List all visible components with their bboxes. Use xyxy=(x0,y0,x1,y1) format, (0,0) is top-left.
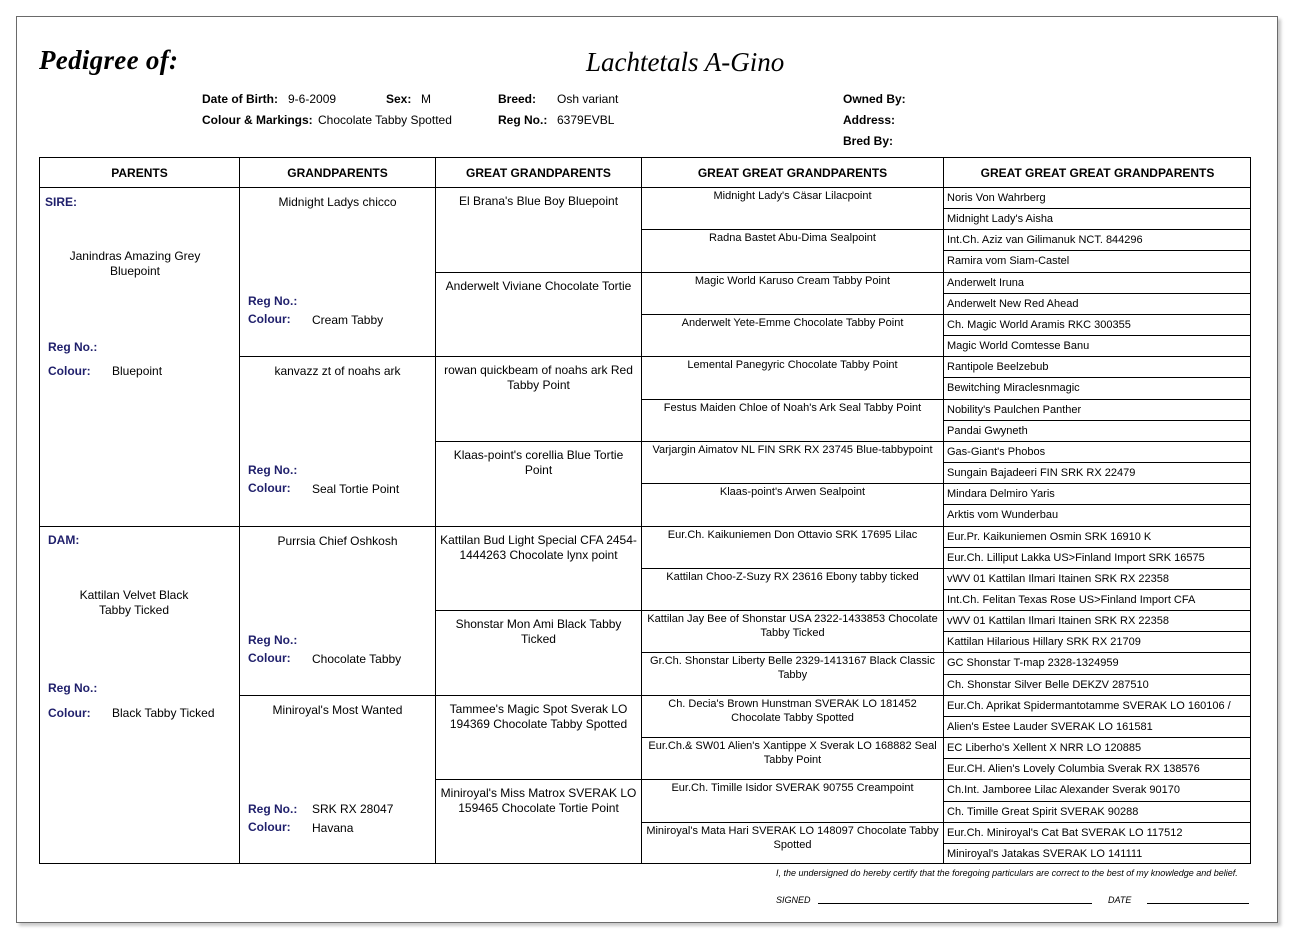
gg-grandparent-divider xyxy=(642,272,943,273)
grandparent-name: Miniroyal's Most Wanted xyxy=(272,703,403,717)
sire-name: Janindras Amazing Grey Bluepoint xyxy=(69,249,201,278)
sire-reg-label: Reg No.: xyxy=(48,340,98,354)
ggg-grandparent-divider xyxy=(944,674,1251,675)
ggg-grandparent-divider xyxy=(944,293,1251,294)
ggg-grandparent-name: Bewitching Miraclesnmagic xyxy=(947,382,1080,394)
signature-line[interactable] xyxy=(818,903,1092,904)
gg-grandparent-divider xyxy=(642,314,943,315)
ggg-grandparent-name: Eur.Ch. Aprikat Spidermantotamme SVERAK LO 160106 / xyxy=(947,700,1231,712)
signed-label: SIGNED xyxy=(776,895,811,905)
sex-label: Sex: xyxy=(386,92,412,106)
ggg-grandparent-divider xyxy=(944,737,1251,738)
great-grandparent-divider xyxy=(436,272,641,273)
ggg-grandparent-name: Gas-Giant's Phobos xyxy=(947,446,1046,458)
col-header-ggg-grandparents: GREAT GREAT GREAT GRANDPARENTS xyxy=(980,166,1215,180)
dam-colour-value: Black Tabby Ticked xyxy=(112,706,215,720)
ggg-grandparent-divider xyxy=(944,801,1251,802)
ggg-grandparent-divider xyxy=(944,652,1251,653)
great-grandparent-divider xyxy=(436,779,641,780)
grandparent-name: Purrsia Chief Oshkosh xyxy=(277,534,398,548)
gg-grandparent-divider xyxy=(642,229,943,230)
ggg-grandparent-divider xyxy=(944,758,1251,759)
grandparent-colour-label: Colour: xyxy=(248,481,291,495)
ggg-grandparent-divider xyxy=(944,272,1251,273)
great-grandparent-divider xyxy=(436,356,641,357)
grandparent-divider xyxy=(240,695,435,696)
ggg-grandparent-name: Pandai Gwyneth xyxy=(947,425,1028,437)
gg-grandparent-name: Varjargin Aimatov NL FIN SRK RX 23745 Blue-tabbypoint xyxy=(652,444,933,456)
gg-grandparent-divider xyxy=(642,695,943,696)
dam-colour-label: Colour: xyxy=(48,706,91,720)
ggg-grandparent-divider xyxy=(944,356,1251,357)
ggg-grandparent-name: Magic World Comtesse Banu xyxy=(947,340,1090,352)
gg-grandparent-name: Anderwelt Yete-Emme Chocolate Tabby Point xyxy=(681,317,904,329)
owned-by-label: Owned By: xyxy=(843,92,906,106)
great-grandparent-name: Tammee's Magic Spot Sverak LO 194369 Chocolate Tabby Spotted xyxy=(449,702,628,731)
grandparent-reg-label: Reg No.: xyxy=(248,633,298,647)
ggg-grandparent-divider xyxy=(944,335,1251,336)
colour-markings-value: Chocolate Tabby Spotted xyxy=(318,113,452,127)
ggg-grandparent-name: Eur.Pr. Kaikuniemen Osmin SRK 16910 K xyxy=(947,531,1152,543)
regno-label: Reg No.: xyxy=(498,113,548,127)
ggg-grandparent-divider xyxy=(944,399,1251,400)
ggg-grandparent-divider xyxy=(944,441,1251,442)
great-grandparent-name: Anderwelt Viviane Chocolate Tortie xyxy=(445,279,632,293)
gg-grandparent-name: Radna Bastet Abu-Dima Sealpoint xyxy=(709,232,876,244)
grandparent-reg-label: Reg No.: xyxy=(248,802,298,816)
col-header-grandparents: GRANDPARENTS xyxy=(287,166,388,180)
gg-grandparent-divider xyxy=(642,652,943,653)
ggg-grandparent-divider xyxy=(944,631,1251,632)
col-header-gg-grandparents: GREAT GREAT GRANDPARENTS xyxy=(697,166,888,180)
grandparent-colour-label: Colour: xyxy=(248,651,291,665)
col-header-great-grandparents: GREAT GRANDPARENTS xyxy=(466,166,611,180)
gg-grandparent-name: Midnight Lady's Cäsar Lilacpoint xyxy=(713,190,872,202)
ggg-grandparent-name: GC Shonstar T-map 2328-1324959 xyxy=(947,657,1119,669)
ggg-grandparent-divider xyxy=(944,420,1251,421)
grandparent-colour-value: Seal Tortie Point xyxy=(312,482,400,496)
grandparent-colour-label: Colour: xyxy=(248,820,291,834)
gg-grandparent-divider xyxy=(642,568,943,569)
sire-label: SIRE: xyxy=(45,195,78,209)
colour-markings-label: Colour & Markings: xyxy=(202,113,313,127)
great-grandparent-divider xyxy=(436,610,641,611)
great-grandparent-name: El Brana's Blue Boy Bluepoint xyxy=(458,194,619,208)
sire-colour-value: Bluepoint xyxy=(112,364,163,378)
regno-value: 6379EVBL xyxy=(557,113,615,127)
gg-grandparent-name: Magic World Karuso Cream Tabby Point xyxy=(694,275,891,287)
great-grandparent-name: Miniroyal's Miss Matrox SVERAK LO 159465 Chocolate Tortie Point xyxy=(440,786,637,815)
ggg-grandparent-divider xyxy=(944,695,1251,696)
ggg-grandparent-name: Eur.CH. Alien's Lovely Columbia Sverak RX 138576 xyxy=(947,763,1200,775)
grandparent-colour-label: Colour: xyxy=(248,312,291,326)
ggg-grandparent-name: Eur.Ch. Miniroyal's Cat Bat SVERAK LO 117512 xyxy=(947,827,1183,839)
dam-reg-label: Reg No.: xyxy=(48,681,98,695)
dam-label: DAM: xyxy=(48,533,80,547)
ggg-grandparent-divider xyxy=(944,822,1251,823)
column-divider xyxy=(435,158,436,863)
ggg-grandparent-name: Arktis vom Wunderbau xyxy=(947,509,1059,521)
ggg-grandparent-divider xyxy=(944,716,1251,717)
gg-grandparent-name: Kattilan Choo-Z-Suzy RX 23616 Ebony tabby ticked xyxy=(666,571,919,583)
cat-name-title: Lachtetals A-Gino xyxy=(586,47,785,77)
ggg-grandparent-divider xyxy=(944,229,1251,230)
grandparent-colour-value: Havana xyxy=(312,821,354,835)
ggg-grandparent-name: Rantipole Beelzebub xyxy=(947,361,1049,373)
grandparent-divider xyxy=(240,526,435,527)
breed-value: Osh variant xyxy=(557,92,619,106)
ggg-grandparent-divider xyxy=(944,504,1251,505)
ggg-grandparent-divider xyxy=(944,377,1251,378)
ggg-grandparent-name: Ramira vom Siam-Castel xyxy=(947,255,1070,267)
ggg-grandparent-name: vWV 01 Kattilan Ilmari Itainen SRK RX 22358 xyxy=(947,615,1169,627)
ggg-grandparent-name: Ch. Shonstar Silver Belle DEKZV 287510 xyxy=(947,679,1149,691)
great-grandparent-divider xyxy=(436,526,641,527)
sex-value: M xyxy=(421,92,431,106)
great-grandparent-name: rowan quickbeam of noahs ark Red Tabby Point xyxy=(444,363,633,392)
certification-text: I, the undersigned do hereby certify that the foregoing particulars are correct to the best of my knowledge and belief. xyxy=(776,868,1238,878)
ggg-grandparent-divider xyxy=(944,314,1251,315)
column-divider xyxy=(641,158,642,863)
gg-grandparent-divider xyxy=(642,526,943,527)
ggg-grandparent-divider xyxy=(944,589,1251,590)
gg-grandparent-divider xyxy=(642,356,943,357)
ggg-grandparent-divider xyxy=(944,208,1251,209)
great-grandparent-divider xyxy=(436,695,641,696)
grandparent-reg-label: Reg No.: xyxy=(248,463,298,477)
grandparent-name: Midnight Ladys chicco xyxy=(278,195,397,209)
ggg-grandparent-name: Nobility's Paulchen Panther xyxy=(947,404,1082,416)
ggg-grandparent-name: EC Liberho's Xellent X NRR LO 120885 xyxy=(947,742,1142,754)
parents-divider xyxy=(40,526,239,527)
ggg-grandparent-name: Anderwelt New Red Ahead xyxy=(947,298,1079,310)
ggg-grandparent-divider xyxy=(944,568,1251,569)
address-label: Address: xyxy=(843,113,896,127)
ggg-grandparent-divider xyxy=(944,843,1251,844)
ggg-grandparent-name: Sungain Bajadeeri FIN SRK RX 22479 xyxy=(947,467,1136,479)
gg-grandparent-name: Eur.Ch.& SW01 Alien's Xantippe X Sverak LO 168882 Seal Tabby Point xyxy=(648,740,937,766)
ggg-grandparent-divider xyxy=(944,483,1251,484)
gg-grandparent-divider xyxy=(642,399,943,400)
grandparent-reg-value: SRK RX 28047 xyxy=(312,802,394,816)
gg-grandparent-divider xyxy=(642,779,943,780)
pedigree-label: Pedigree of: xyxy=(39,45,179,75)
gg-grandparent-name: Eur.Ch. Kaikuniemen Don Ottavio SRK 17695 Lilac xyxy=(667,529,918,541)
ggg-grandparent-name: Int.Ch. Aziz van Gilimanuk NCT. 844296 xyxy=(947,234,1143,246)
grandparent-colour-value: Cream Tabby xyxy=(312,313,384,327)
ggg-grandparent-divider xyxy=(944,462,1251,463)
date-line[interactable] xyxy=(1147,903,1249,904)
ggg-grandparent-name: Ch.Int. Jamboree Lilac Alexander Sverak 90170 xyxy=(947,784,1180,796)
ggg-grandparent-divider xyxy=(944,547,1251,548)
ggg-grandparent-name: Anderwelt Iruna xyxy=(947,277,1025,289)
gg-grandparent-divider xyxy=(642,483,943,484)
ggg-grandparent-name: Alien's Estee Lauder SVERAK LO 161581 xyxy=(947,721,1153,733)
gg-grandparent-divider xyxy=(642,737,943,738)
ggg-grandparent-name: Kattilan Hilarious Hillary SRK RX 21709 xyxy=(947,636,1141,648)
ggg-grandparent-divider xyxy=(944,526,1251,527)
sire-colour-label: Colour: xyxy=(48,364,91,378)
great-grandparent-name: Klaas-point's corellia Blue Tortie Point xyxy=(453,448,624,477)
grandparent-divider xyxy=(240,356,435,357)
column-divider xyxy=(239,158,240,863)
gg-grandparent-divider xyxy=(642,441,943,442)
date-label: DATE xyxy=(1108,895,1132,905)
dam-name: Kattilan Velvet Black Tabby Ticked xyxy=(79,588,189,617)
ggg-grandparent-name: Int.Ch. Felitan Texas Rose US>Finland Import CFA xyxy=(947,594,1196,606)
gg-grandparent-name: Gr.Ch. Shonstar Liberty Belle 2329-1413167 Black Classic Tabby xyxy=(650,655,935,681)
gg-grandparent-name: Lemental Panegyric Chocolate Tabby Point xyxy=(687,359,898,371)
gg-grandparent-divider xyxy=(642,822,943,823)
gg-grandparent-name: Ch. Decia's Brown Hunstman SVERAK LO 181452 Chocolate Tabby Spotted xyxy=(668,698,917,724)
great-grandparent-name: Kattilan Bud Light Special CFA 2454-1444263 Chocolate lynx point xyxy=(440,533,637,562)
grandparent-colour-value: Chocolate Tabby xyxy=(312,652,402,666)
gg-grandparent-name: Kattilan Jay Bee of Shonstar USA 2322-1433853 Chocolate Tabby Ticked xyxy=(647,613,938,639)
ggg-grandparent-divider xyxy=(944,779,1251,780)
bred-by-label: Bred By: xyxy=(843,134,894,148)
grandparent-reg-label: Reg No.: xyxy=(248,294,298,308)
col-header-parents: PARENTS xyxy=(111,166,168,180)
ggg-grandparent-name: Miniroyal's Jatakas SVERAK LO 141111 xyxy=(947,848,1143,860)
breed-label: Breed: xyxy=(498,92,537,106)
ggg-grandparent-name: Mindara Delmiro Yaris xyxy=(947,488,1055,500)
gg-grandparent-name: Eur.Ch. Timille Isidor SVERAK 90755 Creampoint xyxy=(671,782,914,794)
pedigree-table xyxy=(39,157,1251,864)
dob-value: 9-6-2009 xyxy=(288,92,337,106)
gg-grandparent-name: Klaas-point's Arwen Sealpoint xyxy=(719,486,866,498)
gg-grandparent-name: Festus Maiden Chloe of Noah's Ark Seal Tabby Point xyxy=(663,402,922,414)
great-grandparent-divider xyxy=(436,441,641,442)
ggg-grandparent-divider xyxy=(944,250,1251,251)
dob-label: Date of Birth: xyxy=(202,92,278,106)
ggg-grandparent-divider xyxy=(944,610,1251,611)
ggg-grandparent-name: Ch. Magic World Aramis RKC 300355 xyxy=(947,319,1131,331)
gg-grandparent-name: Miniroyal's Mata Hari SVERAK LO 148097 Chocolate Tabby Spotted xyxy=(646,825,939,851)
ggg-grandparent-name: vWV 01 Kattilan Ilmari Itainen SRK RX 22358 xyxy=(947,573,1169,585)
ggg-grandparent-name: Ch. Timille Great Spirit SVERAK 90288 xyxy=(947,806,1139,818)
ggg-grandparent-name: Midnight Lady's Aisha xyxy=(947,213,1054,225)
ggg-grandparent-name: Noris Von Wahrberg xyxy=(947,192,1046,204)
great-grandparent-name: Shonstar Mon Ami Black Tabby Ticked xyxy=(455,617,622,646)
ggg-grandparent-name: Eur.Ch. Lilliput Lakka US>Finland Import SRK 16575 xyxy=(947,552,1205,564)
grandparent-name: kanvazz zt of noahs ark xyxy=(274,364,401,378)
gg-grandparent-divider xyxy=(642,610,943,611)
